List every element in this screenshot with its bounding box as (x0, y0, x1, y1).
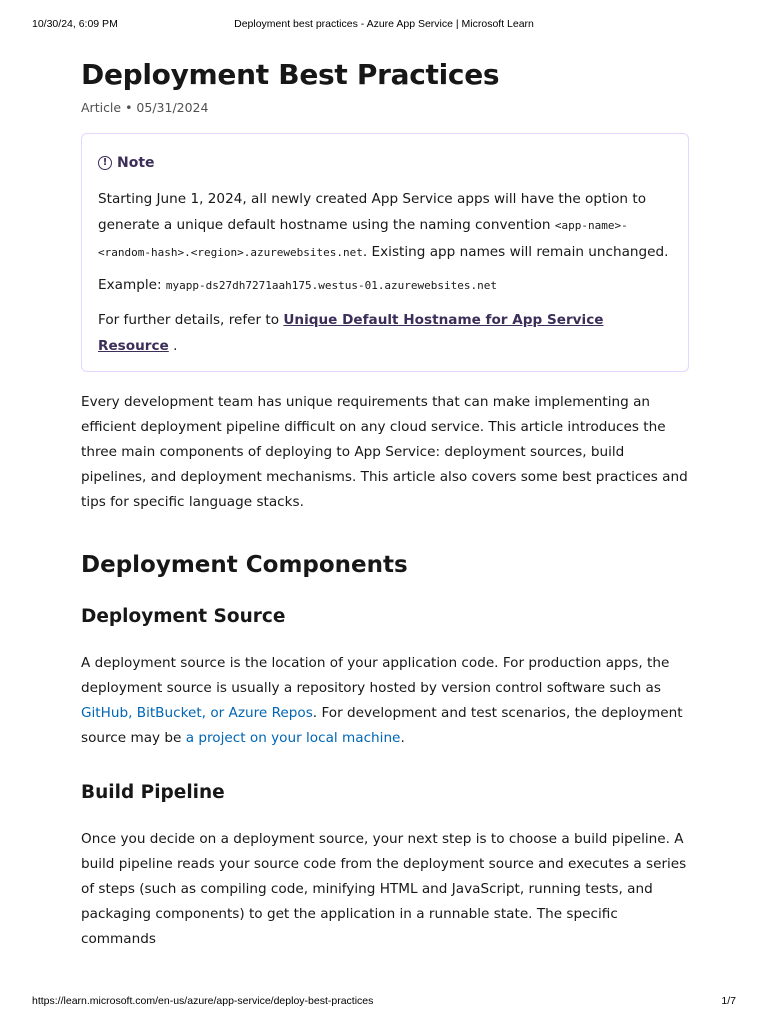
article-content (81, 55, 691, 952)
local-project-link[interactable]: a project on your local machine (185, 730, 401, 746)
note-further-details (98, 307, 672, 359)
subsection-heading-build-pipeline: Build Pipeline (81, 782, 225, 803)
intro-paragraph: Every development team has unique requirements that can make implementing an efficient deployment pipeline difficult on any cloud service. This article introduces the three main components of deploying to App Service: deployment sources, build pipelines, and deployment mechanisms. This article also covers some best practices and tips for specific language stacks. (81, 394, 688, 510)
source-text-2: . For development and test scenarios, the deployment source may be (81, 705, 683, 746)
print-footer (32, 995, 736, 1009)
repo-hosts-link[interactable]: GitHub, BitBucket, or Azure Repos (81, 705, 313, 721)
print-datetime: 10/30/24, 6:09 PM (32, 18, 118, 30)
example-hostname-code: myapp-ds27dh7271aah175.westus-01.azurewebsites.net (165, 279, 498, 292)
print-document-title: Deployment best practices - Azure App Service | Microsoft Learn (234, 18, 534, 30)
print-header (32, 18, 736, 32)
page-number: 1/7 (721, 995, 736, 1007)
hostname-convention-code: <app-name>-<random-hash>.<region>.azurewebsites.net (98, 219, 628, 259)
page-title: Deployment Best Practices (81, 58, 500, 91)
further-text: For further details, refer to (98, 312, 284, 328)
further-end: . (168, 338, 178, 354)
article-meta: Article • 05/31/2024 (81, 100, 209, 115)
source-text-3: . (400, 730, 405, 746)
section-heading-deployment-components: Deployment Components (81, 552, 408, 578)
print-url: https://learn.microsoft.com/en-us/azure/app-service/deploy-best-practices (32, 995, 374, 1007)
info-circle-icon: ! (98, 156, 112, 170)
example-label: Example: (98, 277, 166, 293)
note-text: Starting June 1, 2024, all newly created App Service apps will have the option to generate a unique default hostname using the naming convention (98, 191, 647, 233)
source-text: A deployment source is the location of your application code. For production apps, the deployment source is usually a repository hosted by version control software such as (81, 655, 670, 696)
note-heading-label: Note (117, 155, 155, 171)
note-text-end: . Existing app names will remain unchanged. (362, 244, 669, 260)
build-pipeline-paragraph: Once you decide on a deployment source, your next step is to choose a build pipeline. A build pipeline reads your source code from the deployment source and executes a series of steps (such as compiling code, minifying HTML and JavaScript, running tests, and packaging components) to get the application in a runnable state. The specific commands (81, 831, 687, 947)
deployment-source-paragraph (81, 651, 691, 751)
subsection-heading-deployment-source: Deployment Source (81, 606, 286, 627)
note-callout (81, 133, 689, 372)
note-paragraph (98, 186, 672, 266)
note-heading (98, 152, 672, 174)
note-example (98, 272, 672, 299)
unique-hostname-link[interactable]: Unique Default Hostname for App Service Resource (98, 312, 604, 354)
